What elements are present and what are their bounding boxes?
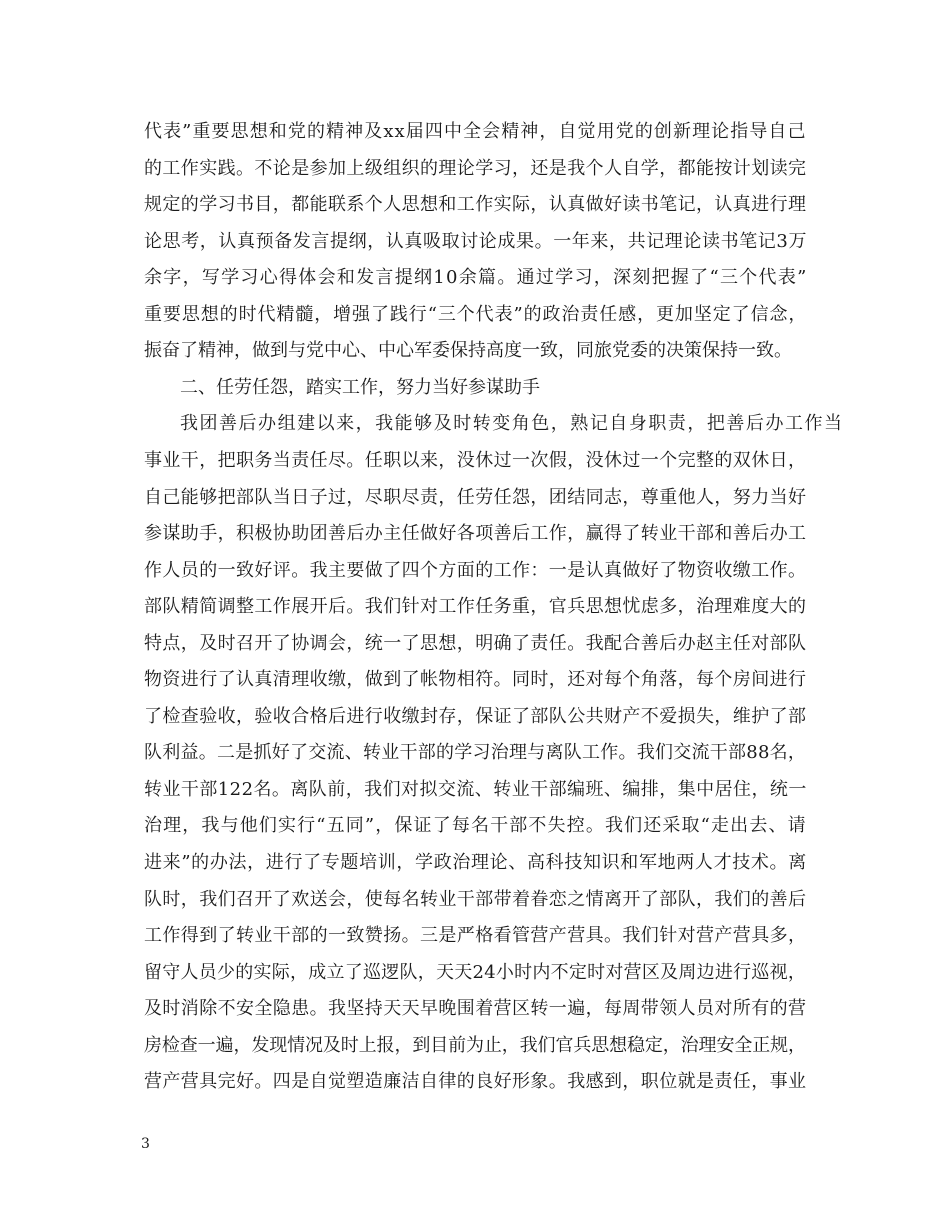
text-line: 转业干部122名。离队前，我们对拟交流、转业干部编班、编排，集中居住，统一 xyxy=(144,778,807,800)
text-line: 参谋助手，积极协助团善后办主任做好各项善后工作，赢得了转业干部和善后办工 xyxy=(144,523,807,545)
text-line: 队时，我们召开了欢送会，使每名转业干部带着眷恋之情离开了部队，我们的善后 xyxy=(144,888,807,910)
text-line: 治理，我与他们实行“五同”，保证了每名干部不失控。我们还采取“走出去、请 xyxy=(144,815,807,837)
text-line: 队利益。二是抓好了交流、转业干部的学习治理与离队工作。我们交流干部88名， xyxy=(144,742,807,764)
text-line: 作人员的一致好评。我主要做了四个方面的工作：一是认真做好了物资收缴工作。 xyxy=(144,559,807,581)
text-line: 重要思想的时代精髓，增强了践行“三个代表”的政治责任感，更加坚定了信念， xyxy=(144,303,808,325)
text-line: 规定的学习书目，都能联系个人思想和工作实际，认真做好读书笔记，认真进行理 xyxy=(144,194,807,216)
text-line: 代表”重要思想和党的精神及xx届四中全会精神，自觉用党的创新理论指导自己 xyxy=(144,121,807,142)
text-line: 事业干，把职务当责任尽。任职以来，没休过一次假，没休过一个完整的双休日， xyxy=(144,449,807,471)
text-line: 留守人员少的实际，成立了巡逻队，天天24小时内不定时对营区及周边进行巡视， xyxy=(144,961,807,983)
text-line: 振奋了精神，做到与党中心、中心军委保持高度一致，同旅党委的决策保持一致。 xyxy=(144,340,792,362)
text-line: 进来”的办法，进行了专题培训，学政治理论、高科技知识和军地两人才技术。离 xyxy=(144,852,807,873)
text-line: 自己能够把部队当日子过，尽职尽责，任劳任怨，团结同志，尊重他人，努力当好 xyxy=(144,486,807,508)
text-line: 的工作实践。不论是参加上级组织的理论学习，还是我个人自学，都能按计划读完 xyxy=(144,157,807,179)
text-line: 及时消除不安全隐患。我坚持天天早晚围着营区转一遍，每周带领人员对所有的营 xyxy=(144,998,807,1020)
text-line: 余字，写学习心得体会和发言提纲10余篇。通过学习，深刻把握了“三个代表” xyxy=(144,267,808,289)
text-line: 了检查验收，验收合格后进行收缴封存，保证了部队公共财产不爱损失，维护了部 xyxy=(144,705,807,727)
page-number: 3 xyxy=(141,1136,150,1152)
text-line: 房检查一遍，发现情况及时上报，到目前为止，我们官兵思想稳定，治理安全正规， xyxy=(144,1034,806,1056)
text-line: 二、任劳任怨，踏实工作，努力当好参谋助手 xyxy=(180,376,540,398)
text-line: 部队精简调整工作展开后。我们针对工作任务重，官兵思想忧虑多，治理难度大的 xyxy=(144,596,807,618)
text-line: 论思考，认真预备发言提纲，认真吸取讨论成果。一年来，共记理论读书笔记3万 xyxy=(144,230,808,252)
text-line: 特点，及时召开了协调会，统一了思想，明确了责任。我配合善后办赵主任对部队 xyxy=(144,632,807,654)
text-line: 物资进行了认真清理收缴，做到了帐物相符。同时，还对每个角落，每个房间进行 xyxy=(144,669,807,691)
text-line: 我团善后办组建以来，我能够及时转变角色，熟记自身职责，把善后办工作当 xyxy=(180,413,844,435)
text-line: 营产营具完好。四是自觉塑造廉洁自律的良好形象。我感到，职位就是责任，事业 xyxy=(144,1071,807,1093)
text-line: 工作得到了转业干部的一致赞扬。三是严格看管营产营具。我们针对营产营具多， xyxy=(144,925,807,947)
